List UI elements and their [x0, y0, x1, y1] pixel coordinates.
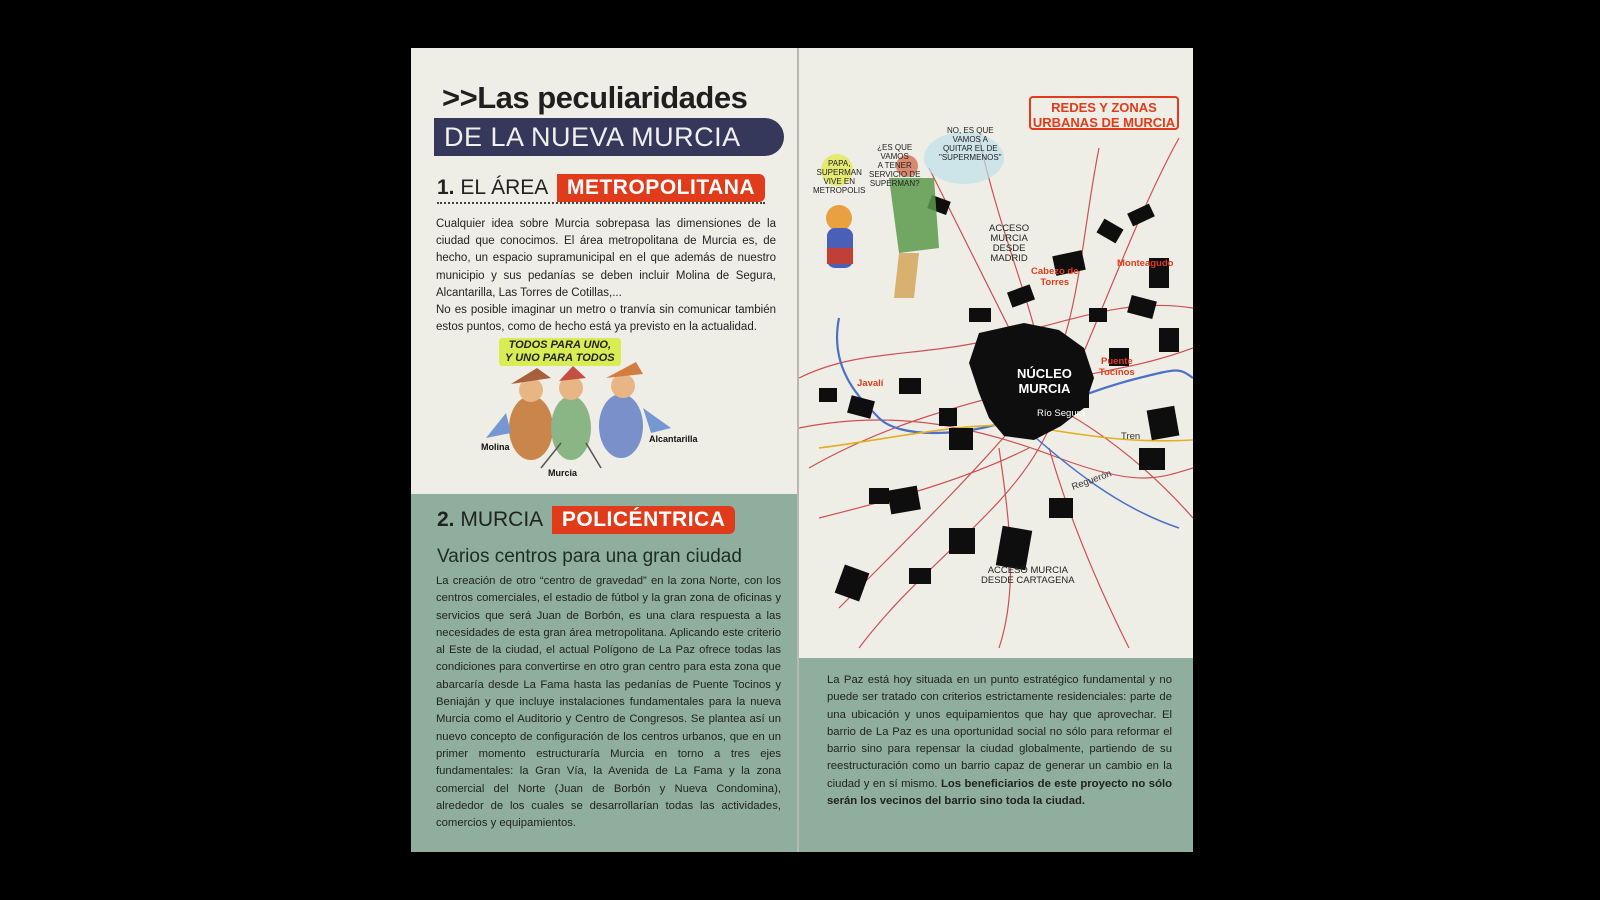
acceso-cartagena-line: DESDE CARTAGENA [981, 575, 1075, 586]
label-murcia: Murcia [548, 468, 578, 478]
speech-q-line: VAMOS [880, 152, 909, 161]
puente-line: Tocinos [1099, 367, 1135, 378]
map-label-rio-segura: Río Segura [1037, 408, 1086, 419]
right-page [799, 48, 1193, 852]
speech-kid-line: PAPA, [828, 159, 851, 168]
acceso-madrid-line: ACCESO [989, 223, 1030, 234]
map-label-javali: Javalí [857, 378, 884, 389]
section1-prefix: EL ÁREA [460, 176, 548, 199]
map-label-nucleo [1017, 366, 1072, 396]
section2-prefix: MURCIA [460, 508, 543, 531]
nucleo-line: MURCIA [1018, 381, 1071, 396]
acceso-cartagena-line: ACCESO MURCIA [987, 565, 1068, 576]
map-label-regueron: Reguerón [1070, 468, 1114, 493]
section1-paragraph1: Cualquier idea sobre Murcia sobrepasa las dimensiones de la ciudad que conocimos. El área metropolitana de Murcia es, de hecho, un espacio supramunicipal en el que además de nuestro municipio y sus pedanías se deben incluir Molina de Segura, Alcantarilla, Las Torres de Cotillas,... [436, 218, 776, 299]
speech-dad-line: "SUPERMENOS" [939, 153, 1002, 162]
label-molina: Molina [481, 442, 510, 452]
section1-label: METROPOLITANA [557, 174, 765, 202]
page-title: >>Las peculiaridades [442, 80, 748, 115]
musketeers-illustration [411, 48, 797, 494]
speech-q-line: SUPERMAN? [869, 179, 920, 188]
right-paragraph: La Paz está hoy situada en un punto estratégico fundamental y no puede ser tratado con criterios estrictamente residenciales: parte de una ubicación y unos equipamientos que hay que aprovechar. El barrio de La Paz es una oportunidad social no sólo para reformar el barrio sino para repensar la ciudad globalmente, partiendo de su reestructuración como un barrio capaz de generar un cambio en la ciudad y en sí mismo. [827, 674, 1172, 790]
speech-kid [813, 159, 865, 195]
acceso-madrid-line: DESDE [992, 243, 1026, 254]
right-body [827, 672, 1172, 810]
speech-dad-line: QUITAR EL DE [942, 144, 998, 153]
map-label-acceso-madrid [989, 224, 1029, 264]
section2-subtitle: Varios centros para una gran ciudad [437, 546, 742, 567]
page-subtitle-banner: DE LA NUEVA MURCIA [434, 118, 784, 156]
right-paragraph-bold: Los beneficiarios de este proyecto no sólo serán los vecinos del barrio sino toda la ciudad. [827, 777, 1173, 808]
map-label-acceso-cartagena [981, 566, 1075, 586]
map-label-cabezo [1031, 266, 1079, 288]
speech-q-line: SERVICIO DE [869, 170, 921, 179]
speech-dad-line: VAMOS A [952, 135, 988, 144]
map-title-line1: REDES Y ZONAS [1051, 100, 1157, 115]
puente-line: Puente [1101, 356, 1133, 367]
speech-kid-line: SUPERMAN [816, 168, 862, 177]
acceso-madrid-line: MURCIA [990, 233, 1028, 244]
map-label-monteagudo: Monteagudo [1117, 258, 1174, 269]
speech-q-line: ¿ES QUE [877, 143, 913, 152]
banner-line1: TODOS PARA UNO, [508, 339, 612, 351]
brochure-spread [411, 48, 1193, 852]
map-title-line2: URBANAS DE MURCIA [1032, 115, 1176, 130]
speech-kid-line: METROPOLIS [813, 186, 866, 195]
map-label-tren: Tren [1121, 431, 1141, 442]
speech-dad [939, 126, 1002, 162]
section2-number: 2. [437, 508, 455, 531]
section1-paragraph2: No es posible imaginar un metro o tranvía sin comunicar también estos puntos, como de hecho está ya previsto en la actualidad. [436, 304, 776, 334]
speech-kid-line: VIVE EN [823, 177, 856, 186]
cabezo-line: Torres [1040, 277, 1070, 288]
speech-dad-line: NO, ES QUE [946, 126, 994, 135]
banner-line2: Y UNO PARA TODOS [505, 352, 615, 364]
label-alcantarilla: Alcantarilla [649, 434, 698, 444]
section2-label: POLICÉNTRICA [552, 506, 736, 534]
section1-number: 1. [437, 176, 455, 199]
map-title-box [1029, 96, 1179, 130]
section2-heading [437, 506, 735, 534]
speech-question [869, 143, 920, 188]
map-label-puente-tocinos [1099, 356, 1135, 378]
section2-paragraph: La creación de otro “centro de gravedad” en la zona Norte, con los centros comerciales, el estadio de fútbol y la gran zona de oficinas y servicios que será Juan de Borbón, es una clara respuesta a las necesidades de esta gran área metropolitana. Aplicando este criterio al Este de la ciudad, el actual Polígono de La Paz ofrece todas las condiciones para convertirse en otro gran centro para esta zona que abarcaría desde La Fama hasta las pedanías de Puente Tocinos y Beniaján y que incluye instalaciones fundamentales para la nueva Murcia como el Auditorio y Centro de Congresos. Se plantea así un nuevo concepto de configuración de los centros urbanos, que en un primer momento estructuraría Murcia en torno a tres ejes fundamentales: la Gran Vía, la Avenida de La Fama y la zona comercial del Norte (Juan de Borbón y Nueva Condomina), alrededor de los cuales se desarrollarían todas las actividades, comercios y equipamientos. [436, 575, 781, 830]
cabezo-line: Cabezo de [1031, 266, 1079, 277]
speech-q-line: A TENER [877, 161, 912, 170]
nucleo-line: NÚCLEO [1017, 366, 1072, 381]
acceso-madrid-line: MADRID [990, 253, 1028, 264]
left-page [411, 48, 797, 852]
